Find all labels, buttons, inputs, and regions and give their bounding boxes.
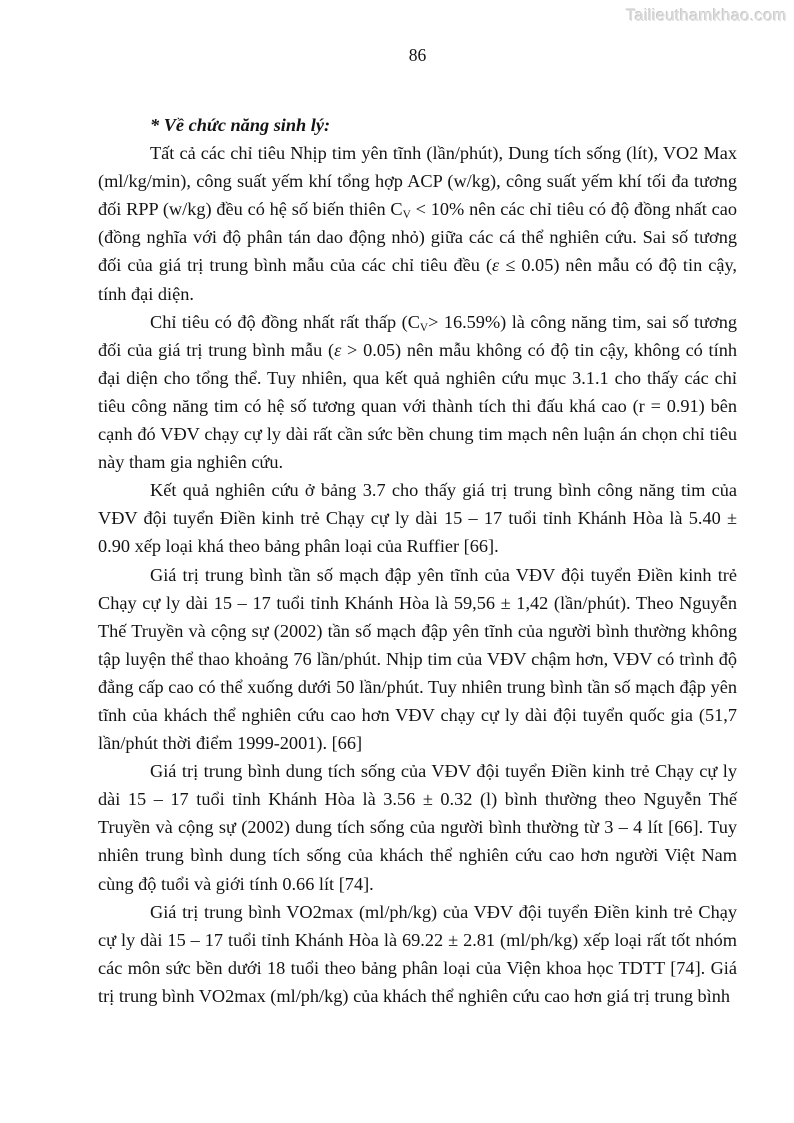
page-body — [98, 111, 737, 1010]
body-paragraph: Giá trị trung bình VO2max (ml/ph/kg) của VĐV đội tuyển Điền kinh trẻ Chạy cự ly dài 15 – 17 tuổi tỉnh Khánh Hòa là 69.22 ± 2.81 (ml/ph/kg) xếp loại rất tốt nhóm các môn sức bền dưới 18 tuổi theo bảng phân loại của Viện khoa học TDTT [74]. Giá trị trung bình VO2max (ml/ph/kg) của khách thể nghiên cứu cao hơn giá trị trung bình — [98, 901, 737, 1006]
section-heading: * Về chức năng sinh lý: — [150, 115, 331, 135]
watermark-text: Tailieuthamkhao.com — [626, 7, 787, 25]
body-paragraph: Giá trị trung bình dung tích sống của VĐV đội tuyển Điền kinh trẻ Chạy cự ly dài 15 – 17 tuổi tỉnh Khánh Hòa là 3.56 ± 0.32 (l) bình thường theo Nguyễn Thế Truyền và cộng sự (2002) dung tích sống của người bình thường từ 3 – 4 lít [66]. Tuy nhiên trung bình dung tích sống của khách thể nghiên cứu cao hơn người Việt Nam cùng độ tuổi và giới tính 0.66 lít [74]. — [98, 761, 737, 894]
page-number: 86 — [408, 45, 427, 65]
body-paragraph: Giá trị trung bình tần số mạch đập yên tĩnh của VĐV đội tuyển Điền kinh trẻ Chạy cự ly dài 15 – 17 tuổi tỉnh Khánh Hòa là 59,56 ± 1,42 (lần/phút). Theo Nguyễn Thế Truyền và cộng sự (2002) tần số mạch đập yên tĩnh của người bình thường không tập luyện thể thao khoảng 76 lần/phút. Nhịp tim của VĐV chậm hơn, VĐV có trình độ đẳng cấp cao có thể xuống dưới 50 lần/phút. Tuy nhiên trung bình tần số mạch đập yên tĩnh của khách thể nghiên cứu cao hơn VĐV chạy cự ly dài đội tuyển quốc gia (51,7 lần/phút thời điểm 1999-2001). [66] — [98, 564, 737, 754]
body-paragraph: Chỉ tiêu có độ đồng nhất rất thấp $(C_V> 16.59\%)$ là công năng tim, sai số tương đối của giá trị trung bình mẫu (ε > 0.05) nên mẫu không có độ tin cậy, không có tính đại diện cho tổng thể. Tuy nhiên, qua kết quả nghiên cứu mục 3.1.1 cho thấy các chỉ tiêu công năng tim có hệ số tương quan với thành tích thi đấu khá cao (r = 0.91) bên cạnh đó VĐV chạy cự ly dài rất cần sức bền chung tim mạch nên luận án chọn chỉ tiêu này tham gia nghiên cứu. — [98, 311, 737, 473]
body-paragraph: Kết quả nghiên cứu ở bảng 3.7 cho thấy giá trị trung bình công năng tim của VĐV đội tuyển Điền kinh trẻ Chạy cự ly dài 15 – 17 tuổi tỉnh Khánh Hòa là 5.40 ± 0.90 xếp loại khá theo bảng phân loại của Ruffier [66]. — [98, 480, 737, 557]
body-paragraph: Tất cả các chỉ tiêu Nhịp tim yên tĩnh (lần/phút), Dung tích sống (lít), VO2 Max (ml/kg/min), công suất yếm khí tổng hợp ACP (w/kg), công suất yếm khí tối đa tương đối RPP (w/kg) đều có hệ số biến thiên $C_V < 10\%$ nên các chỉ tiêu có độ đồng nhất cao (đồng nghĩa với độ phân tán dao động nhỏ) giữa các cá thể nghiên cứu. Sai số tương đối của giá trị trung bình mẫu của các chỉ tiêu đều (ε ≤ 0.05) nên mẫu có độ tin cậy, tính đại diện. — [98, 143, 737, 304]
